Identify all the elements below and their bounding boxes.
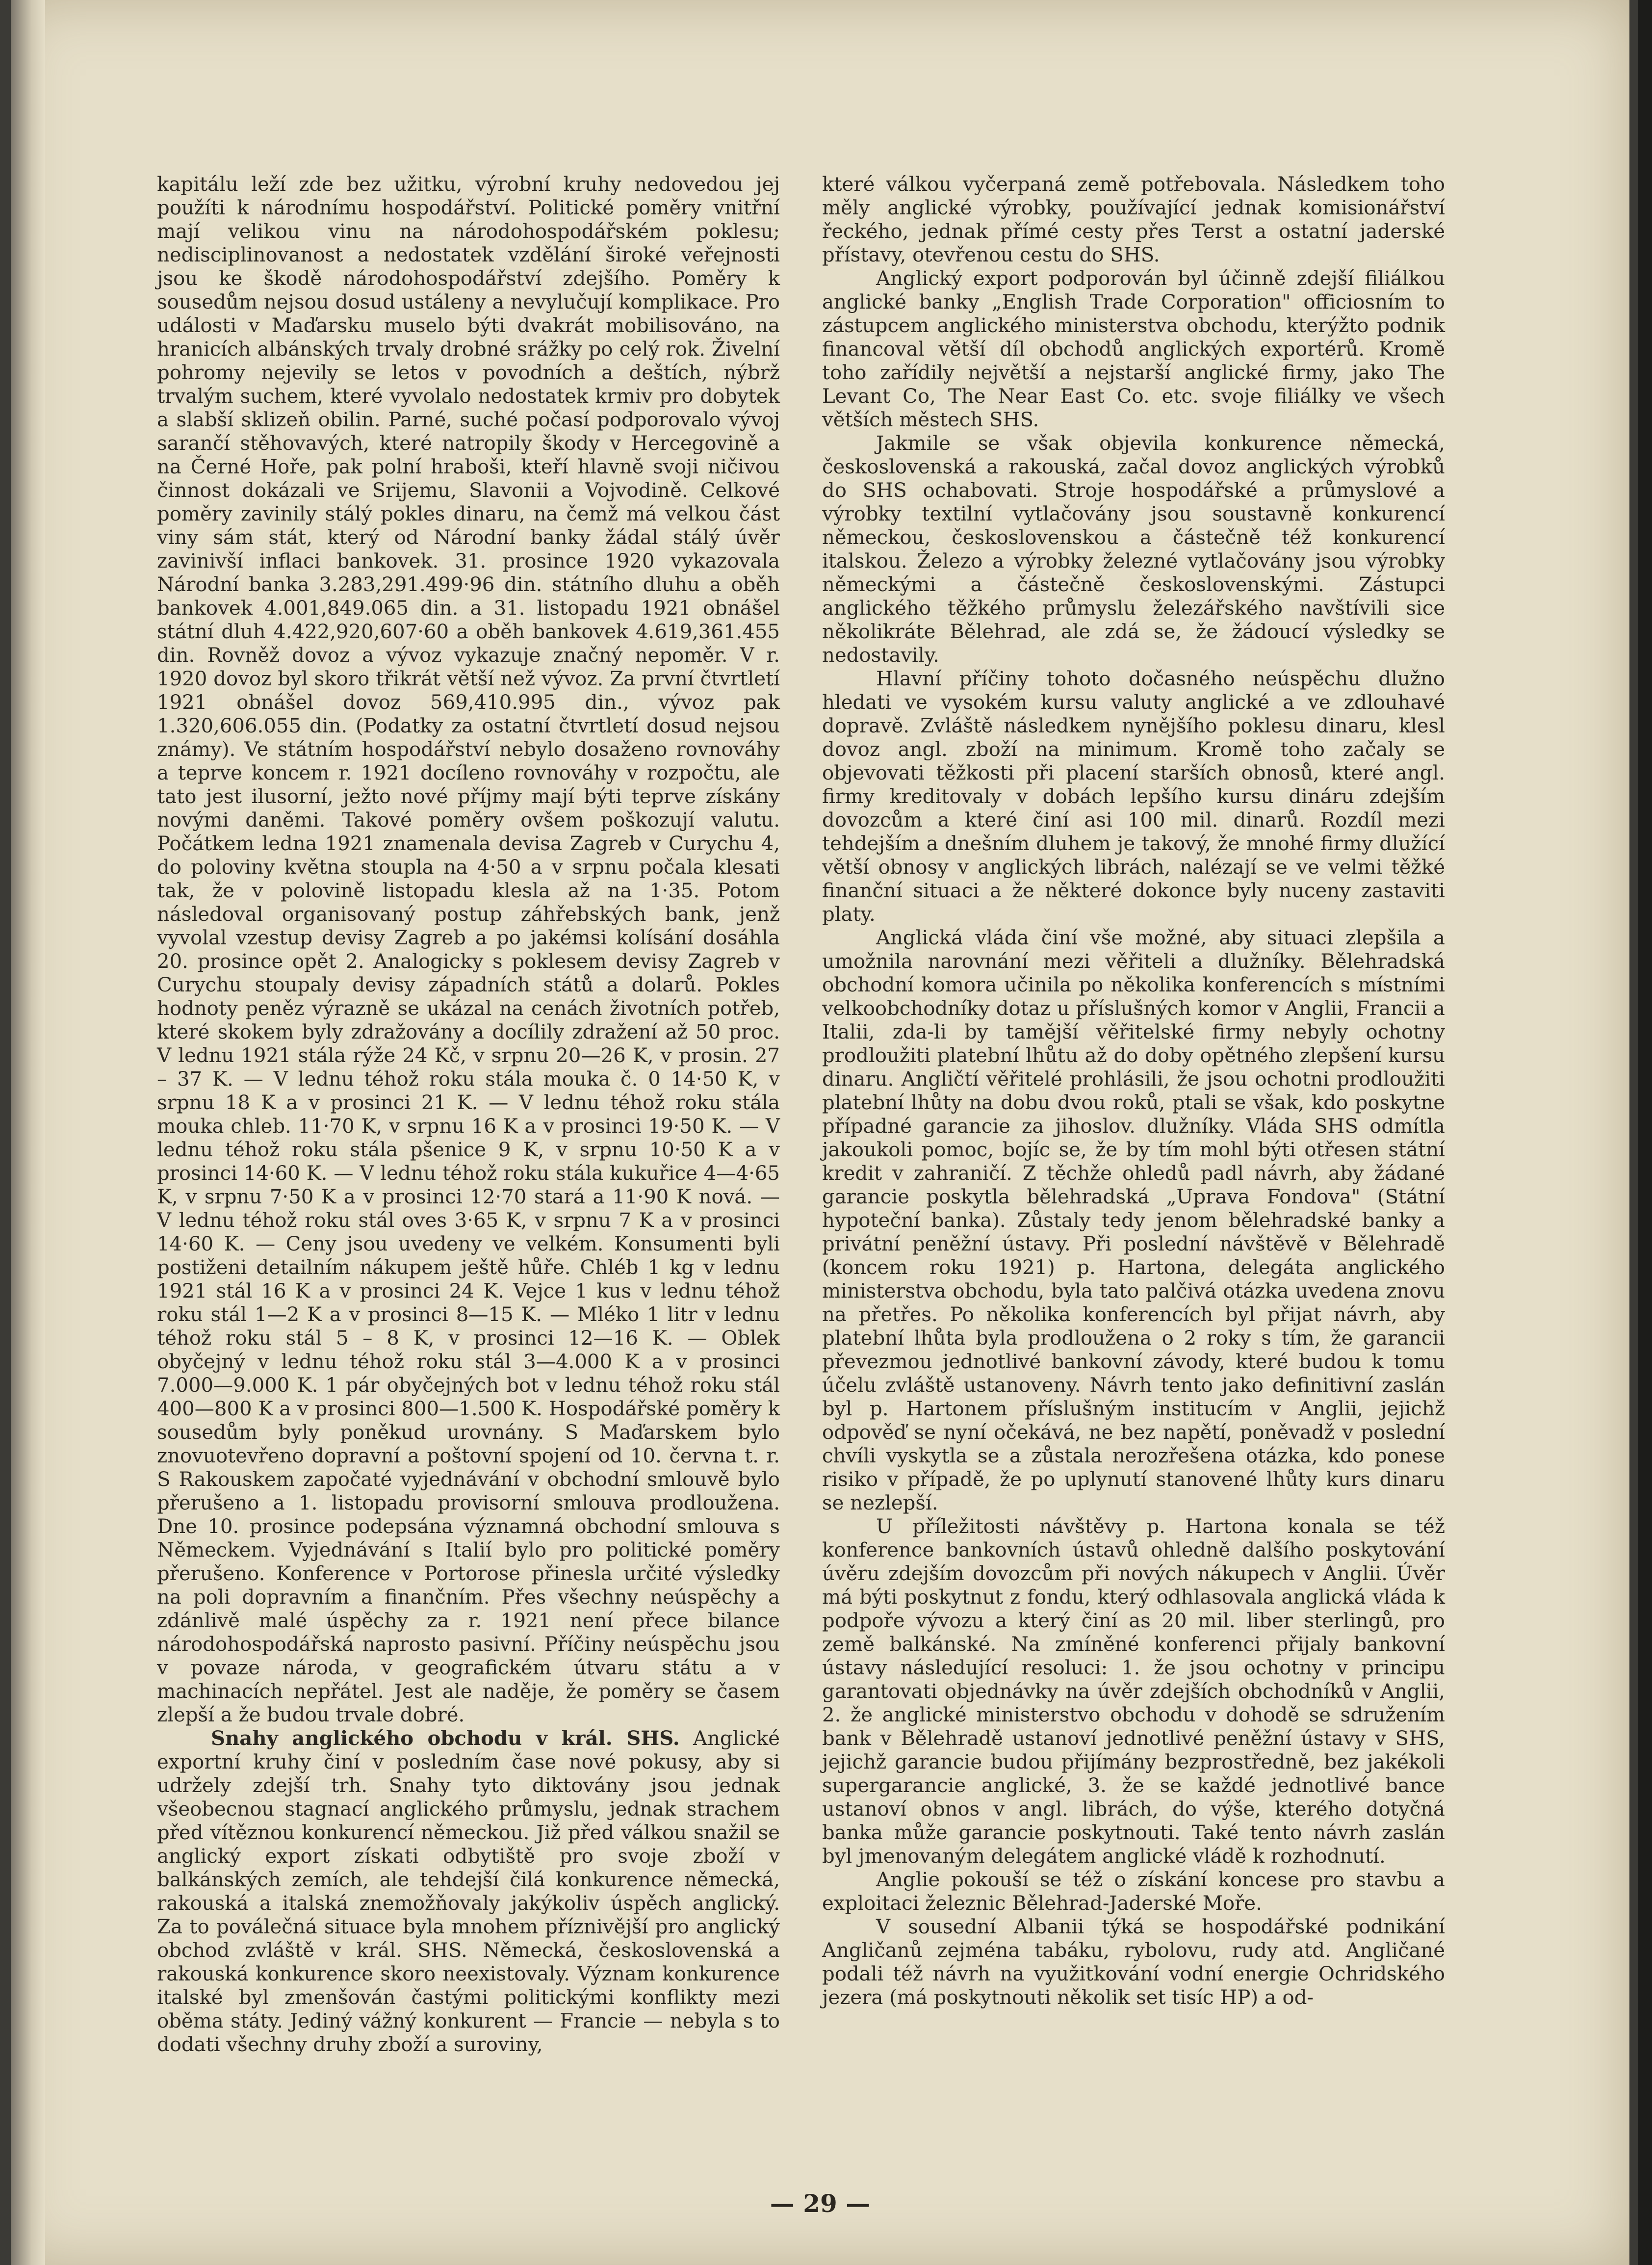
right-paragraph-1: které válkou vyčerpaná země potřebovala. Následkem toho měly anglické výrobky, používající jednak komisionářství řeckého, jednak přímé cesty přes Terst a ostatní jaderské přístavy, otevřenou cestu do SHS. [822,173,1445,266]
left-column [157,173,780,2233]
right-paragraph-5: Anglická vláda činí vše možné, aby situaci zlepšila a umožnila narovnání mezi věřiteli a dlužníky. Bělehradská obchodní komora učinila po několika konferencích s místními velkoobchodníky dotaz u příslušných komor v Anglii, Francii a Italii, zda-li by tamější věřitelské firmy nebyly ochotny prodloužiti platební lhůtu až do doby opětného zlepšení kursu dinaru. Angličtí věřitelé prohlásili, že jsou ochotni prodloužiti platební lhůty na dobu dvou roků, ptali se však, kdo poskytne případné garancie za jihoslov. dlužníky. Vláda SHS odmítla jakoukoli pomoc, bojíc se, že by tím mohl býti otřesen státní kredit v zahraničí. Z těchže ohledů padl návrh, aby žádané garancie poskytla bělehradská „Uprava Fondova" (Státní hypoteční banka). Zůstaly tedy jenom bělehradské banky a privátní peněžní ústavy. Při poslední návštěvě v Bělehradě (koncem roku 1921) p. Hartona, delegáta anglického ministerstva obchodu, byla tato palčivá otázka uvedena znovu na přetřes. Po několika konferencích byl přijat návrh, aby platební lhůta byla prodloužena o 2 roky s tím, že garancii převezmou jednotlivé bankovní závody, které budou k tomu účelu zvláště ustanoveny. Návrh tento jako definitivní zaslán byl p. Hartonem příslušným institucím v Anglii, jejichž odpověď se nyní očekává, ne bez napětí, poněvadž v poslední chvíli vyskytla se a zůstala nerozřešena otázka, kdo ponese risiko v případě, že po uplynutí stanovené lhůty kurs dinaru se nezlepší. [822,927,1445,1514]
right-paragraph-7: Anglie pokouší se též o získání koncese pro stavbu a exploitaci železnic Bělehrad-Jaderské Moře. [822,1869,1445,1915]
page-number: — 29 — [770,2189,871,2218]
right-paragraph-2: Anglický export podporován byl účinně zdejší filiálkou anglické banky „English Trade Corporation" officiosním to zástupcem anglického ministerstva obchodu, kterýžto podnik financoval větší díl obchodů anglických exportérů. Kromě toho zařídily největší a nejstarší anglické firmy, jako The Levant Co, The Near East Co. etc. svoje filiálky ve všech větších městech SHS. [822,267,1445,431]
right-paragraph-6: U příležitosti návštěvy p. Hartona konala se též konference bankovních ústavů ohledně dalšího poskytování úvěru zdejším dovozcům při nových nákupech v Anglii. Úvěr má býti poskytnut z fondu, který odhlasovala anglická vláda k podpoře vývozu a který činí as 20 mil. liber sterlingů, pro země balkánské. Na zmíněné konferenci přijaly bankovní ústavy následující resoluci: 1. že jsou ochotny v principu garantovati objednávky na úvěr zdejších obchodníků v Anglii, 2. že anglické ministerstvo obchodu v dohodě se sdružením bank v Bělehradě ustanoví jednotlivé peněžní ústavy v SHS, jejichž garancie budou přijímány bezprostředně, bez jakékoli supergarancie anglické, 3. že se každé jednotlivé bance ustanoví obnos v angl. librách, do výše, kterého dotyčná banka může garancie poskytnouti. Také tento návrh zaslán byl jmenovaným delegátem anglické vládě k rozhodnutí. [822,1515,1445,1868]
scanned-page [11,0,1629,2265]
right-paragraph-4: Hlavní příčiny tohoto dočasného neúspěchu dlužno hledati ve vysokém kursu valuty anglické a ve zdlouhavé dopravě. Zvláště následkem nynějšího poklesu dinaru, klesl dovoz angl. zboží na minimum. Kromě toho začaly se objevovati těžkosti při placení starších obnosů, které angl. firmy kreditovaly v dobách lepšího kursu dináru zdejším dovozcům a které činí asi 100 mil. dinarů. Rozdíl mezi tehdejším a dnešním dluhem je takový, že mnohé firmy dlužící větší obnosy v anglických librách, nalézají se ve velmi těžké finanční situaci a že některé dokonce byly nuceny zastaviti platy. [822,668,1445,926]
scan-edge [1638,0,1652,2265]
section-heading: Snahy anglického obchodu v král. SHS. [211,1727,680,1750]
left-paragraph-1: kapitálu leží zde bez užitku, výrobní kruhy nedovedou jej použíti k národnímu hospodářství. Politické poměry vnitřní mají velikou vinu na národohospodářském poklesu; nedisciplinovanost a nedostatek vzdělání široké veřejnosti jsou ke škodě národohospodářství zdejšího. Poměry k sousedům nejsou dosud ustáleny a nevylučují komplikace. Pro události v Maďarsku muselo býti dvakrát mobilisováno, na hranicích albánských trvaly drobné srážky po celý rok. Živelní pohromy nejevily se letos v povodních a deštích, nýbrž trvalým suchem, které vyvolalo nedostatek krmiv pro dobytek a slabší sklizeň obilin. Parné, suché počasí podporovalo vývoj sarančí stěhovavých, které natropily škody v Hercegovině a na Černé Hoře, pak polní hraboši, kteří hlavně svoji ničivou činnost dokázali ve Srijemu, Slavonii a Vojvodině. Celkové poměry zavinily stálý pokles dinaru, na čemž má velkou část viny sám stát, který od Národní banky žádal stálý úvěr zavinivší inflaci bankovek. 31. prosince 1920 vykazovala Národní banka 3.283,291.499·96 din. státního dluhu a oběh bankovek 4.001,849.065 din. a 31. listopadu 1921 obnášel státní dluh 4.422,920,607·60 a oběh bankovek 4.619,361.455 din. Rovněž dovoz a vývoz vykazuje značný nepoměr. V r. 1920 dovoz byl skoro třikrát větší než vývoz. Za první čtvrtletí 1921 obnášel dovoz 569,410.995 din., vývoz pak 1.320,606.055 din. (Podatky za ostatní čtvrtletí dosud nejsou známy). Ve státním hospodářství nebylo dosaženo rovnováhy a teprve koncem r. 1921 docíleno rovnováhy v rozpočtu, ale tato jest ilusorní, ježto nové příjmy mají býti teprve získány novými daněmi. Takové poměry ovšem poškozují valutu. Počátkem ledna 1921 znamenala devisa Zagreb v Curychu 4, do poloviny května stoupla na 4·50 a v srpnu počala klesati tak, že v polovině listopadu klesla až na 1·35. Potom následoval organisovaný postup záhřebských bank, jenž vyvolal vzestup devisy Zagreb a po jakémsi kolísání dosáhla 20. prosince opět 2. Analogicky s poklesem devisy Zagreb v Curychu stoupaly devisy západních států a dolarů. Pokles hodnoty peněz výrazně se ukázal na cenách životních potřeb, které skokem byly zdražovány a docílily zdražení až 50 proc. V lednu 1921 stála rýže 24 Kč, v srpnu 20—26 K, v prosin. 27 – 37 K. — V lednu téhož roku stála mouka č. 0 14·50 K, v srpnu 18 K a v prosinci 21 K. — V lednu téhož roku stála mouka chleb. 11·70 K, v srpnu 16 K a v prosinci 19·50 K. — V lednu téhož roku stála pšenice 9 K, v srpnu 10·50 K a v prosinci 14·60 K. — V lednu téhož roku stála kukuřice 4—4·65 K, v srpnu 7·50 K a v prosinci 12·70 stará a 11·90 K nová. — V lednu téhož roku stál oves 3·65 K, v srpnu 7 K a v prosinci 14·60 K. — Ceny jsou uvedeny ve velkém. Konsumenti byli postiženi detailním nákupem ještě hůře. Chléb 1 kg v lednu 1921 stál 16 K a v prosinci 24 K. Vejce 1 kus v lednu téhož roku stál 1—2 K a v prosinci 8—15 K. — Mléko 1 litr v lednu téhož roku stál 5 – 8 K, v prosinci 12—16 K. — Oblek obyčejný v lednu téhož roku stál 3—4.000 K a v prosinci 7.000—9.000 K. 1 pár obyčejných bot v lednu téhož roku stál 400—800 K a v prosinci 800—1.500 K. Hospodářské poměry k sousedům byly poněkud urovnány. S Maďarskem bylo znovuotevřeno dopravní a poštovní spojení od 10. června t. r. S Rakouskem započaté vyjednávání v obchodní smlouvě bylo přerušeno a 1. listopadu provisorní smlouva prodloužena. Dne 10. prosince podepsána významná obchodní smlouva s Německem. Vyjednávání s Italií bylo pro politické poměry přerušeno. Konference v Portorose přinesla určité výsledky na poli dopravním a finančním. Přes všechny neúspěchy a zdánlivě malé úspěchy za r. 1921 není přece bilance národohospodářská naprosto pasivní. Příčiny neúspěchu jsou v povaze národa, v geografickém útvaru státu a v machinacích nepřátel. Jest ale naděje, že poměry se časem zlepší a že budou trvale dobré. [157,173,780,1726]
section-text: Anglické exportní kruhy činí v posledním čase nové pokusy, aby si udržely zdejší trh. Snahy tyto diktovány jsou jednak všeobecnou stagnací anglického průmyslu, jednak strachem před vítěznou konkurencí německou. Již před válkou snažil se anglický export získati odbytiště pro svoje zboží v balkánských zemích, ale tehdejší čilá konkurence německá, rakouská a italská znemožňovaly jakýkoliv úspěch anglický. Za to poválečná situace byla mnohem příznivější pro anglický obchod zvláště v král. SHS. Německá, československá a rakouská konkurence skoro neexistovaly. Význam konkurence italské byl zmenšován častými politickými konflikty mezi oběma státy. Jediný vážný konkurent — Francie — nebyla s to dodati všechny druhy zboží a suroviny, [157,1727,780,2056]
right-column [822,173,1445,2233]
right-paragraph-8: V sousední Albanii týká se hospodářské podnikání Angličanů zejména tabáku, rybolovu, rudy atd. Angličané podali též návrh na využitkování vodní energie Ochridského jezera (má poskytnouti několik set tisíc HP) a od- [822,1916,1445,2009]
right-paragraph-3: Jakmile se však objevila konkurence německá, československá a rakouská, začal dovoz anglických výrobků do SHS ochabovati. Stroje hospodářské a průmyslové a výrobky textilní vytlačovány jsou soustavně konkurencí německou, československou a částečně též konkurencí italskou. Železo a výrobky železné vytlačovány jsou výrobky německými a částečně československými. Zástupci anglického těžkého průmyslu železářského navštívili sice několikráte Bělehrad, ale zdá se, že žádoucí výsledky se nedostavily. [822,432,1445,667]
page-spine-shadow [11,0,45,2265]
left-section [157,1727,780,2057]
